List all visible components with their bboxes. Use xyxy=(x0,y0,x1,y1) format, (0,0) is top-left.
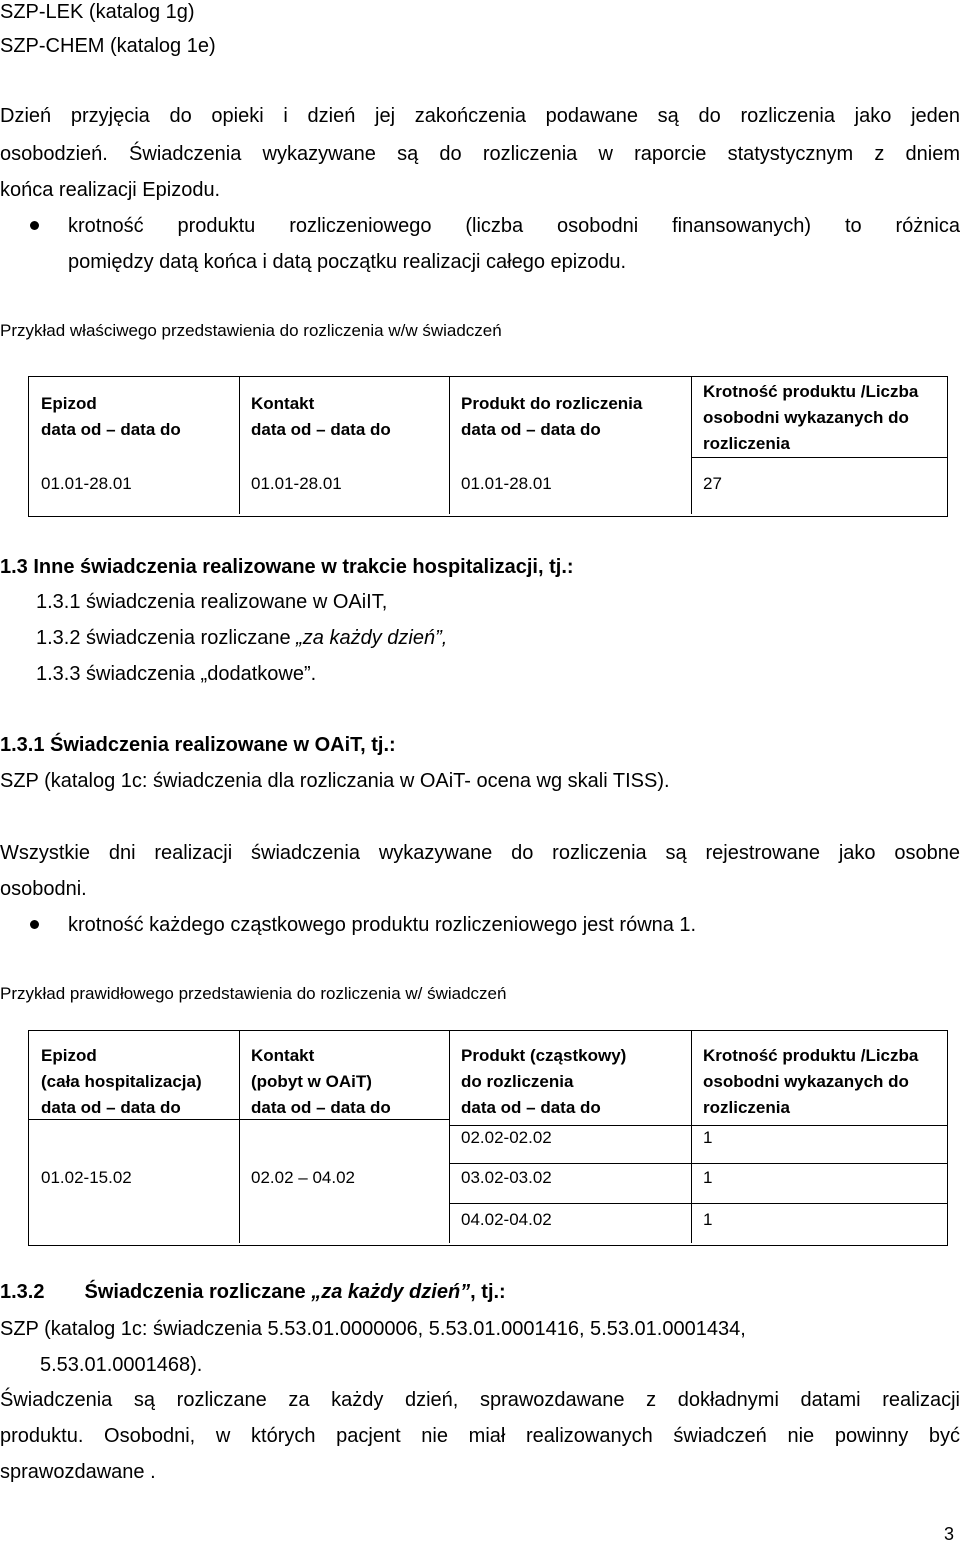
section-1-3-2-line-1: SZP (katalog 1c: świadczenia 5.53.01.0000006, 5.53.01.0001416, 5.53.01.0001434, xyxy=(0,1318,746,1340)
table-2-header-epizod-2: (cała hospitalizacja) xyxy=(41,1072,202,1091)
table-2-cell-produkt-1: 02.02-02.02 xyxy=(461,1128,552,1147)
table-2-cell-krotnosc-2: 1 xyxy=(703,1168,713,1187)
bullet-icon xyxy=(30,221,39,230)
table-1-header-kontakt: Kontakt xyxy=(251,394,315,413)
paragraph-1-line-3: końca realizacji Epizodu. xyxy=(0,179,221,201)
table-2-header-kontakt-2: (pobyt w OAiT) xyxy=(251,1072,372,1091)
table-1-header-produkt: Produkt do rozliczenia xyxy=(461,394,643,413)
table-1-cell-produkt: 01.01-28.01 xyxy=(461,474,552,493)
table-2-header-kontakt-3: data od – data do xyxy=(251,1098,391,1117)
table-1-cell-epizod: 01.01-28.01 xyxy=(41,474,132,493)
table-2-cell-krotnosc-3: 1 xyxy=(703,1210,713,1229)
section-1-3-item-3: 1.3.3 świadczenia „dodatkowe”. xyxy=(36,663,317,685)
header-line-1: SZP-LEK (katalog 1g) xyxy=(0,1,195,23)
bullet-1-line-2: pomiędzy datą końca i datą początku realizacji całego epizodu. xyxy=(68,251,627,273)
section-1-3-1-bullet: krotność każdego cząstkowego produktu rozliczeniowego jest równa 1. xyxy=(68,914,697,936)
section-1-3-2-paragraph-line-2: produktu. Osobodni, w których pacjent nie miał realizowanych świadczeń nie powinny być xyxy=(0,1425,960,1447)
table-2-header-epizod-1: Epizod xyxy=(41,1046,97,1065)
table-1-header-epizod-dates: data od – data do xyxy=(41,420,181,439)
table-2-cell-kontakt: 02.02 – 04.02 xyxy=(251,1168,355,1187)
table-2-header-krotnosc-2: osobodni wykazanych do xyxy=(703,1072,909,1091)
section-1-3-2-title-italic: „za każdy dzień” xyxy=(311,1281,471,1303)
table-2-header-produkt-3: data od – data do xyxy=(461,1098,601,1117)
table-2-header-produkt-1: Produkt (cząstkowy) xyxy=(461,1046,627,1065)
table-2-cell-krotnosc-1: 1 xyxy=(703,1128,713,1147)
table-2-header-krotnosc-3: rozliczenia xyxy=(703,1098,790,1117)
bullet-1-line-1: krotność produktu rozliczeniowego (liczba osobodni finansowanych) to różnica xyxy=(68,215,960,237)
table-2-header-krotnosc-1: Krotność produktu /Liczba xyxy=(703,1046,919,1065)
table-1-cell-krotnosc: 27 xyxy=(703,474,722,493)
table-1-header-produkt-dates: data od – data do xyxy=(461,420,601,439)
table-2-header-produkt-2: do rozliczenia xyxy=(461,1072,574,1091)
table-2-cell-produkt-3: 04.02-04.02 xyxy=(461,1210,552,1229)
example-2-title: Przykład prawidłowego przedstawienia do rozliczenia w/ świadczeń xyxy=(0,984,507,1003)
table-2-cell-epizod: 01.02-15.02 xyxy=(41,1168,132,1187)
section-1-3-1-line: SZP (katalog 1c: świadczenia dla rozliczania w OAiT- ocena wg skali TISS). xyxy=(0,770,670,792)
table-2-header-epizod-3: data od – data do xyxy=(41,1098,181,1117)
paragraph-1-line-1: Dzień przyjęcia do opieki i dzień jej zakończenia podawane są do rozliczenia jako jeden xyxy=(0,105,960,127)
section-1-3-1-paragraph-line-1: Wszystkie dni realizacji świadczenia wykazywane do rozliczenia są rejestrowane jako osobne xyxy=(0,842,960,864)
section-1-3-1-paragraph-line-2: osobodni. xyxy=(0,878,87,900)
section-1-3-item-2-italic: „za każdy dzień”, xyxy=(296,627,448,649)
section-1-3-item-2: 1.3.2 świadczenia rozliczane „za każdy dzień”, xyxy=(36,627,448,649)
table-1-cell-kontakt: 01.01-28.01 xyxy=(251,474,342,493)
table-1 xyxy=(28,376,948,517)
header-line-2: SZP-CHEM (katalog 1e) xyxy=(0,35,216,57)
section-1-3-1-title: 1.3.1 Świadczenia realizowane w OAiT, tj.: xyxy=(0,734,396,756)
table-1-header-kontakt-dates: data od – data do xyxy=(251,420,391,439)
bullet-icon xyxy=(30,920,39,929)
section-1-3-item-1: 1.3.1 świadczenia realizowane w OAiIT, xyxy=(36,591,388,613)
section-1-3-title: 1.3 Inne świadczenia realizowane w trakcie hospitalizacji, tj.: xyxy=(0,556,574,578)
section-1-3-2-line-2: 5.53.01.0001468). xyxy=(40,1354,203,1376)
paragraph-1-line-2: osobodzień. Świadczenia wykazywane są do rozliczenia w raporcie statystycznym z dniem xyxy=(0,143,960,165)
table-2-cell-produkt-2: 03.02-03.02 xyxy=(461,1168,552,1187)
section-1-3-2-paragraph-line-3: sprawozdawane . xyxy=(0,1461,156,1483)
table-1-header-epizod: Epizod xyxy=(41,394,97,413)
table-2 xyxy=(28,1030,948,1246)
section-1-3-2-title: 1.3.2 Świadczenia rozliczane „za każdy dzień”, tj.: xyxy=(0,1281,506,1303)
example-1-title: Przykład właściwego przedstawienia do rozliczenia w/w świadczeń xyxy=(0,321,502,340)
page-number: 3 xyxy=(943,1524,954,1544)
table-1-header-krotnosc-2: osobodni wykazanych do xyxy=(703,408,909,427)
table-1-header-krotnosc-3: rozliczenia xyxy=(703,434,790,453)
table-1-header-krotnosc-1: Krotność produktu /Liczba xyxy=(703,382,919,401)
table-2-header-kontakt-1: Kontakt xyxy=(251,1046,315,1065)
section-1-3-2-paragraph-line-1: Świadczenia są rozliczane za każdy dzień, sprawozdawane z dokładnymi datami realizacji xyxy=(0,1389,960,1411)
